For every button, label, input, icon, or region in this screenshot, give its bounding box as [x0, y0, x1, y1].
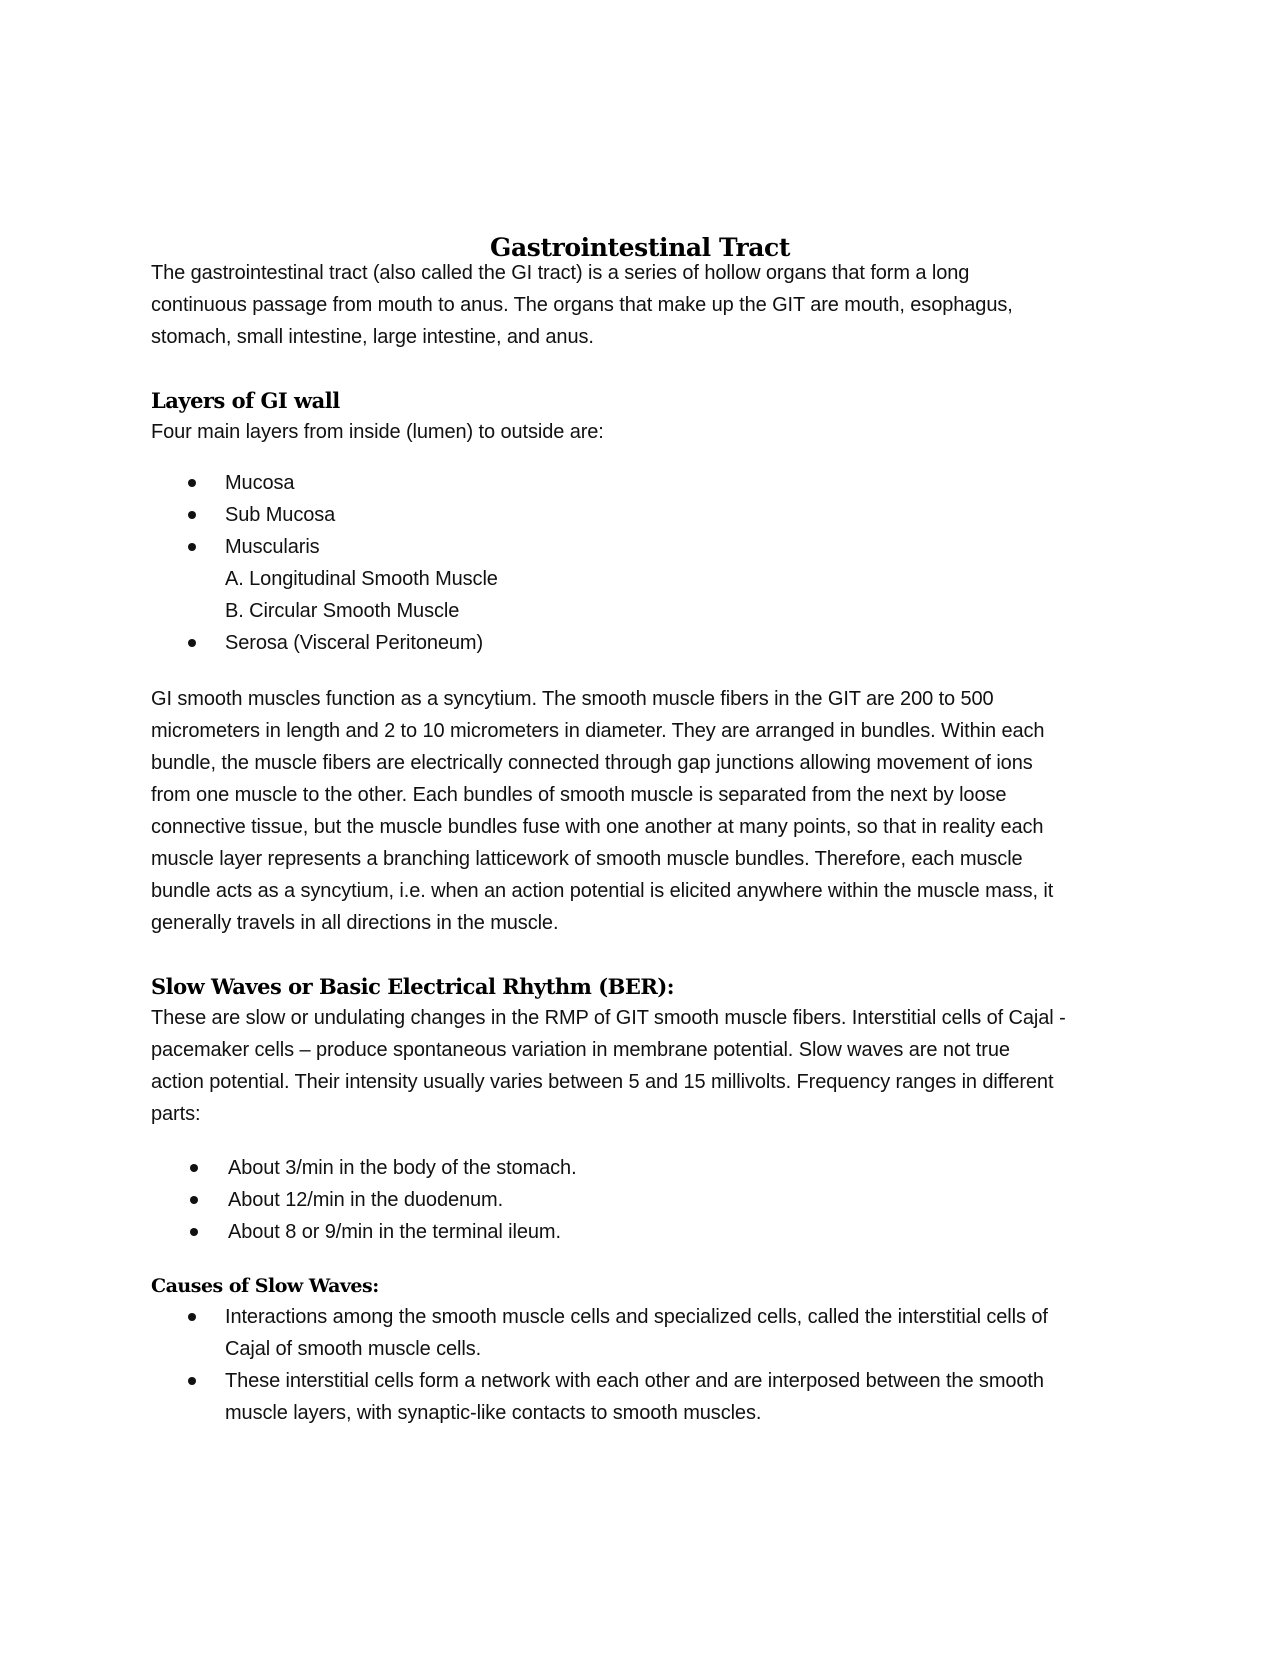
text-line: generally travels in all directions in the muscle. [151, 912, 559, 934]
text-line: pacemaker cells – produce spontaneous variation in membrane potential. Slow waves are not true [151, 1039, 1010, 1061]
slow-waves-heading: Slow Waves or Basic Electrical Rhythm (BER): [151, 974, 675, 999]
text-line: stomach, small intestine, large intestine, and anus. [151, 326, 594, 348]
text-line: Four main layers from inside (lumen) to outside are: [151, 421, 604, 443]
text-line: parts: [151, 1103, 201, 1125]
text-line: These are slow or undulating changes in the RMP of GIT smooth muscle fibers. Interstitial cells of Cajal - [151, 1007, 1066, 1029]
list-item-text: Serosa (Visceral Peritoneum) [225, 632, 484, 654]
list-item-text [225, 1365, 1044, 1429]
list-item-text: Mucosa [225, 472, 295, 494]
causes-heading: Causes of Slow Waves: [151, 1275, 379, 1297]
text-line: These interstitial cells form a network with each other and are interposed between the smooth [225, 1370, 1044, 1392]
intro-paragraph [151, 257, 1151, 353]
list-item-text: About 12/min in the duodenum. [228, 1189, 504, 1211]
text-line: connective tissue, but the muscle bundles fuse with one another at many points, so that in reality each [151, 816, 1044, 838]
layers-lead [151, 416, 1151, 448]
text-line: from one muscle to the other. Each bundles of smooth muscle is separated from the next by loose [151, 784, 1007, 806]
text-line: GI smooth muscles function as a syncytium. The smooth muscle fibers in the GIT are 200 to 500 [151, 688, 994, 710]
slow-waves-paragraph [151, 1002, 1151, 1130]
list-item-text: A. Longitudinal Smooth Muscle [225, 568, 498, 590]
text-line: muscle layer represents a branching latticework of smooth muscle bundles. Therefore, each muscle [151, 848, 1023, 870]
list-item-text: B. Circular Smooth Muscle [225, 600, 460, 622]
text-line: micrometers in length and 2 to 10 micrometers in diameter. They are arranged in bundles. Within each [151, 720, 1045, 742]
text-line: bundle, the muscle fibers are electrically connected through gap junctions allowing movement of ions [151, 752, 1033, 774]
list-item-text: Sub Mucosa [225, 504, 336, 526]
text-line: Interactions among the smooth muscle cells and specialized cells, called the interstitial cells of [225, 1306, 1048, 1328]
list-item-text: Muscularis [225, 536, 320, 558]
text-line: muscle layers, with synaptic-like contacts to smooth muscles. [225, 1402, 762, 1424]
layers-heading: Layers of GI wall [151, 388, 340, 413]
text-line: Cajal of smooth muscle cells. [225, 1338, 482, 1360]
list-item-text: About 8 or 9/min in the terminal ileum. [228, 1221, 561, 1243]
list-item-text [225, 1301, 1048, 1365]
text-line: continuous passage from mouth to anus. The organs that make up the GIT are mouth, esophagus, [151, 294, 1013, 316]
text-line: action potential. Their intensity usually varies between 5 and 15 millivolts. Frequency ranges in different [151, 1071, 1054, 1093]
list-item-text: About 3/min in the body of the stomach. [228, 1157, 577, 1179]
text-line: The gastrointestinal tract (also called the GI tract) is a series of hollow organs that form a long [151, 262, 970, 284]
syncytium-paragraph [151, 683, 1151, 939]
document-title: Gastrointestinal Tract [490, 233, 790, 262]
text-line: bundle acts as a syncytium, i.e. when an action potential is elicited anywhere within the muscle mass, it [151, 880, 1054, 902]
